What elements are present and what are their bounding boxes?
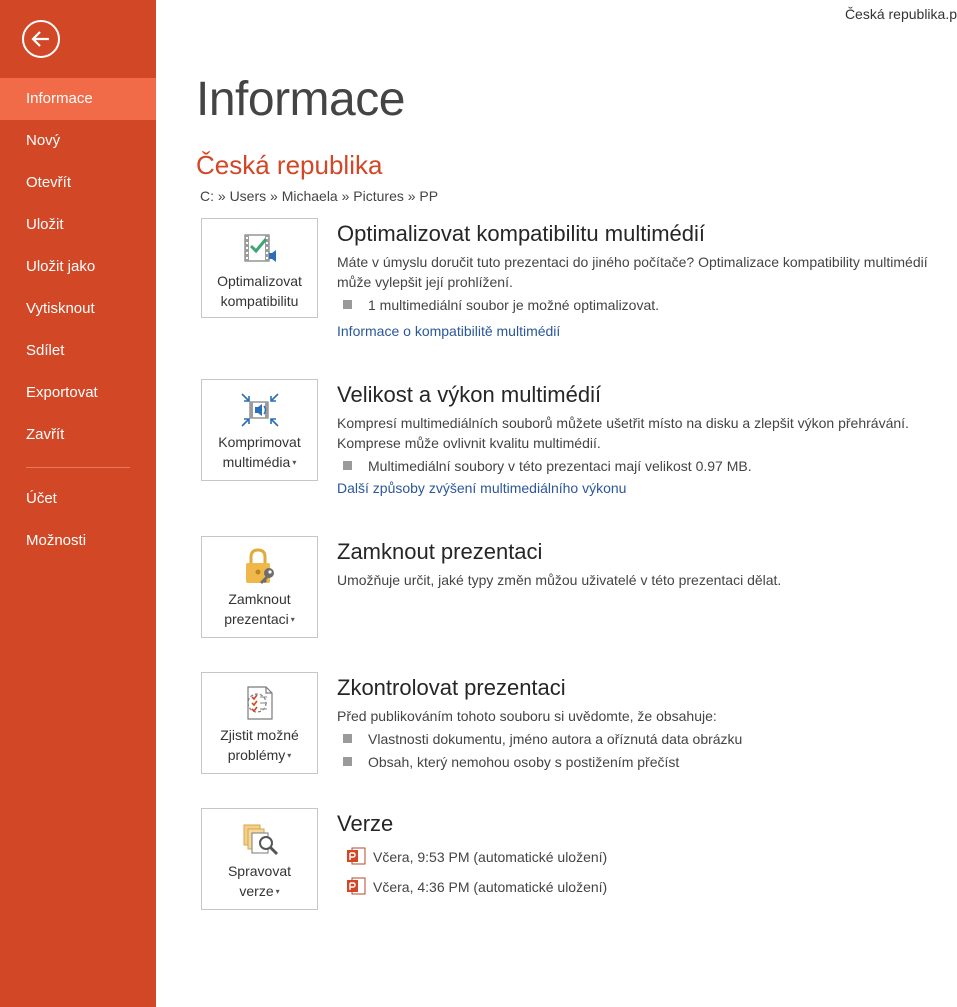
manage-versions-label: Spravovat verze ▾	[227, 863, 292, 899]
compress-media-label: Komprimovat multimédia ▾	[218, 434, 301, 470]
powerpoint-file-icon	[346, 876, 366, 896]
section-media-size	[201, 379, 941, 509]
media-performance-link[interactable]: Další způsoby zvýšení multimediálního výkonu	[337, 480, 627, 496]
lock-section-description: Umožňuje určit, jaké typy změn můžou uživatelé v této prezentaci dělat.	[337, 572, 782, 588]
window-file-title: Česká republika.p	[844, 6, 957, 22]
inspect-presentation-label: Zjistit možné problémy ▾	[220, 727, 299, 763]
page-title: Informace	[196, 73, 405, 126]
media-section-title: Velikost a výkon multimédií	[337, 382, 602, 407]
nav-item-moznosti[interactable]: Možnosti	[26, 532, 87, 549]
document-name: Česká republika	[196, 150, 383, 180]
inspect-bullet: Vlastnosti dokumentu, jméno autora a oříznutá data obrázku	[337, 729, 937, 749]
section-lock-presentation	[201, 536, 941, 646]
compat-info-link[interactable]: Informace o kompatibilitě multimédií	[337, 323, 561, 339]
compat-section-title: Optimalizovat kompatibilitu multimédií	[337, 221, 706, 246]
compress-media-icon	[240, 390, 280, 430]
media-section-description: Kompresí multimediálních souborů můžete ušetřit místo na disku a zlepšit výkon přehrávání. Komprese může ovlivnit kvalitu multimédií.	[337, 415, 909, 451]
inspect-bullet: Obsah, který nemohou osoby s postižením přečíst	[337, 752, 937, 772]
versions-section-title: Verze	[337, 811, 394, 836]
lock-key-icon	[240, 547, 280, 587]
lock-section-title: Zamknout prezentaci	[337, 539, 543, 564]
compat-section-description: Máte v úmyslu doručit tuto prezentaci do jiného počítače? Optimalizace kompatibility multimédií může vylepšit její prohlížení.	[337, 254, 928, 290]
manage-versions-icon	[240, 819, 280, 859]
nav-item-ucet[interactable]: Účet	[26, 490, 57, 507]
nav-item-otevrit[interactable]: Otevřít	[26, 174, 72, 191]
film-check-icon	[240, 229, 280, 269]
document-path-breadcrumb[interactable]: C: » Users » Michaela » Pictures » PP	[200, 188, 439, 204]
section-inspect-presentation	[201, 672, 941, 782]
section-optimize-compatibility	[201, 218, 941, 348]
nav-item-exportovat[interactable]: Exportovat	[26, 384, 98, 401]
back-arrow-icon	[31, 30, 51, 48]
media-bullet: Multimediální soubory v této prezentaci mají velikost 0.97 MB.	[337, 456, 937, 476]
inspect-presentation-button[interactable]	[201, 672, 318, 774]
nav-divider	[26, 467, 130, 468]
nav-item-zavrit[interactable]: Zavřít	[26, 426, 65, 443]
backstage-sidebar	[0, 0, 156, 1007]
optimize-compatibility-button[interactable]	[201, 218, 318, 318]
inspect-section-title: Zkontrolovat prezentaci	[337, 675, 566, 700]
nav-item-vytisknout[interactable]: Vytisknout	[26, 300, 95, 317]
compress-media-button[interactable]	[201, 379, 318, 481]
section-versions	[201, 808, 941, 918]
lock-presentation-label: Zamknout prezentaci ▾	[224, 591, 295, 627]
manage-versions-button[interactable]	[201, 808, 318, 910]
inspect-section-description: Před publikováním tohoto souboru si uvědomte, že obsahuje:	[337, 708, 717, 724]
optimize-compatibility-label: Optimalizovat kompatibilitu	[217, 273, 302, 309]
version-item[interactable]: Včera, 4:36 PM (automatické uložení)	[337, 877, 937, 897]
nav-item-informace[interactable]: Informace	[0, 78, 156, 120]
dropdown-caret-icon: ▾	[290, 615, 295, 625]
compat-bullet: 1 multimediální soubor je možné optimalizovat.	[337, 295, 937, 315]
dropdown-caret-icon: ▾	[287, 751, 292, 761]
back-button[interactable]	[22, 20, 60, 58]
lock-presentation-button[interactable]	[201, 536, 318, 638]
dropdown-caret-icon: ▾	[292, 458, 297, 468]
nav-item-novy[interactable]: Nový	[26, 132, 61, 149]
version-item[interactable]: Včera, 9:53 PM (automatické uložení)	[337, 847, 937, 867]
nav-item-sdilet[interactable]: Sdílet	[26, 342, 65, 359]
powerpoint-file-icon	[346, 846, 366, 866]
dropdown-caret-icon: ▾	[275, 887, 280, 897]
inspect-checklist-icon	[240, 683, 280, 723]
nav-item-ulozit[interactable]: Uložit	[26, 216, 64, 233]
nav-item-ulozit-jako[interactable]: Uložit jako	[26, 258, 96, 275]
